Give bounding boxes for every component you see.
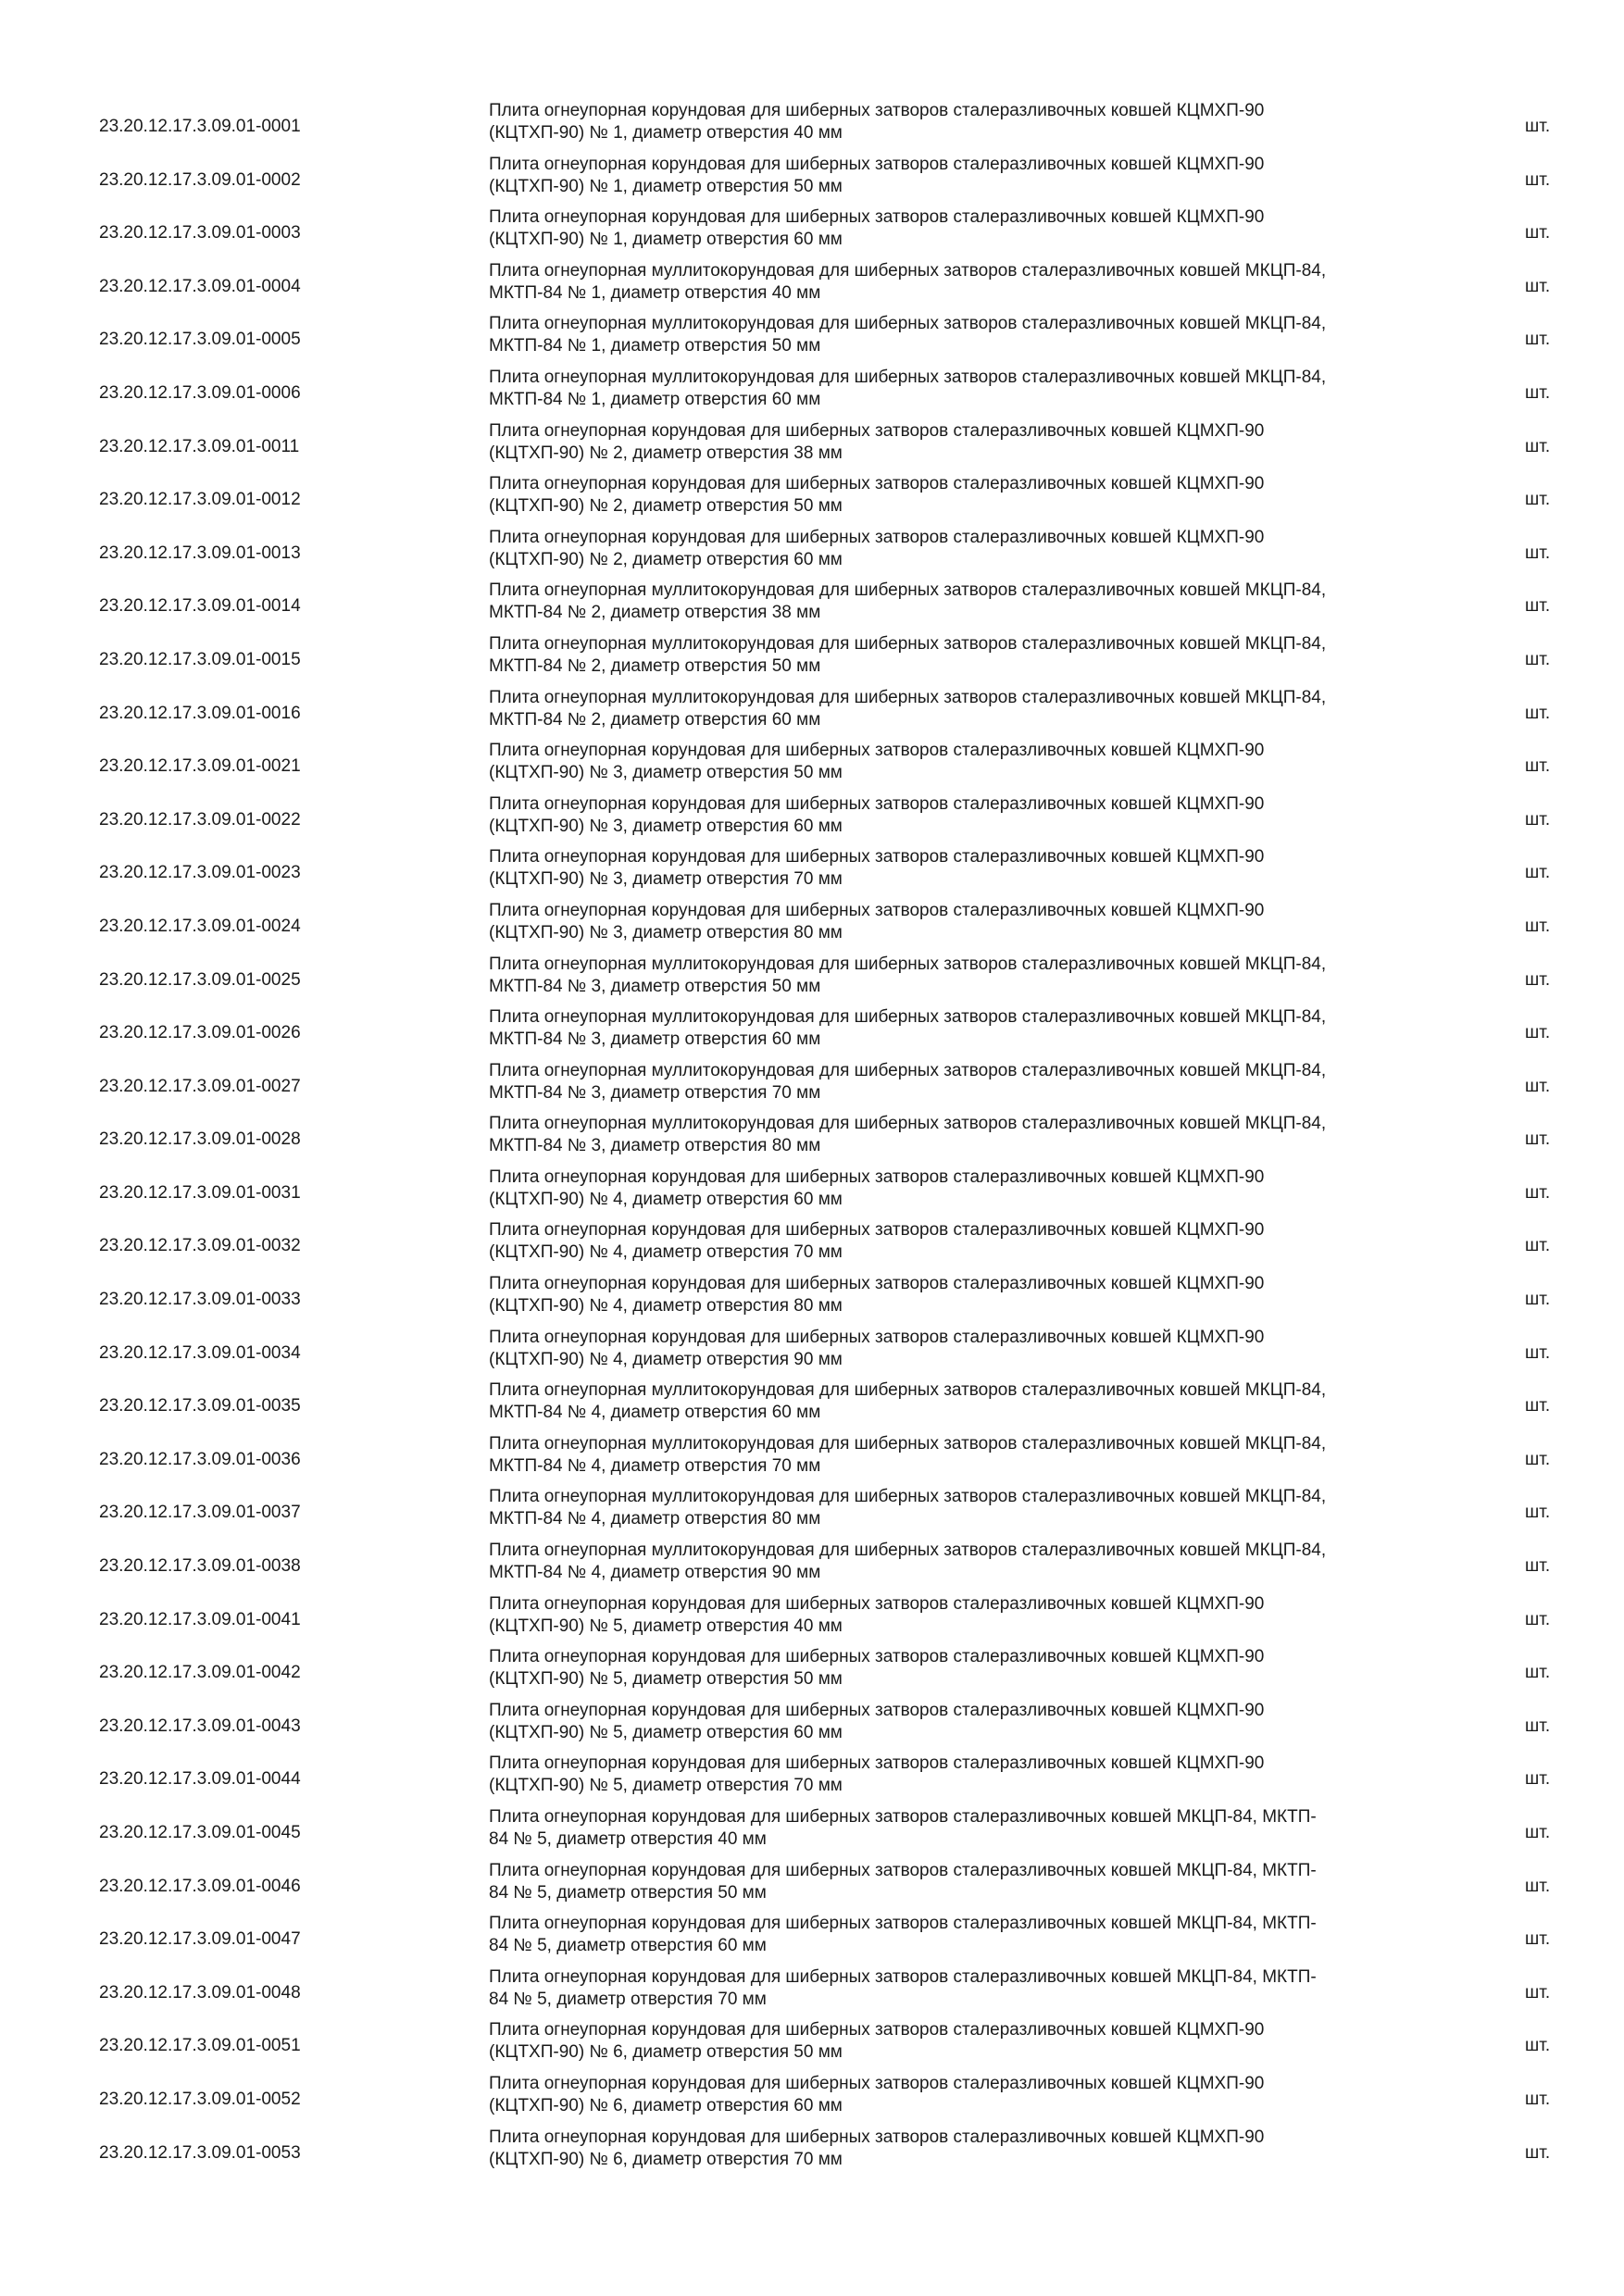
resource-description: [489, 367, 1489, 411]
resource-description: [489, 206, 1489, 251]
description-line: МКТП-84 № 2, диаметр отверстия 38 мм: [489, 603, 821, 623]
resource-description: [489, 740, 1489, 784]
description-line: (КЦТХП-90) № 1, диаметр отверстия 50 мм: [489, 176, 843, 196]
resource-code: 23.20.12.17.3.09.01-0051: [99, 2036, 301, 2056]
resource-code: 23.20.12.17.3.09.01-0044: [99, 1769, 301, 1790]
description-line: Плита огнеупорная корундовая для шиберных затворов сталеразливочных ковшей КЦМХП-90: [489, 2127, 1265, 2147]
resource-code: 23.20.12.17.3.09.01-0034: [99, 1342, 301, 1363]
resource-code: 23.20.12.17.3.09.01-0031: [99, 1182, 301, 1203]
description-line: Плита огнеупорная муллитокорундовая для шиберных затворов сталеразливочных ковшей МКЦП-84,: [489, 687, 1327, 707]
description-line: (КЦТХП-90) № 1, диаметр отверстия 60 мм: [489, 230, 843, 250]
description-line: Плита огнеупорная корундовая для шиберных затворов сталеразливочных ковшей КЦМХП-90: [489, 793, 1265, 814]
table-row: [0, 2019, 1624, 2073]
unit-of-measure: шт.: [1525, 1876, 1551, 1896]
table-row: [0, 633, 1624, 687]
table-row: [0, 1006, 1624, 1060]
resource-description: [489, 1806, 1489, 1851]
description-line: (КЦТХП-90) № 2, диаметр отверстия 38 мм: [489, 443, 843, 463]
unit-of-measure: шт.: [1525, 169, 1551, 190]
table-row: [0, 1966, 1624, 2020]
resource-code: 23.20.12.17.3.09.01-0014: [99, 596, 301, 617]
description-line: Плита огнеупорная корундовая для шиберных затворов сталеразливочных ковшей КЦМХП-90: [489, 101, 1265, 120]
unit-of-measure: шт.: [1525, 1663, 1551, 1683]
unit-of-measure: шт.: [1525, 1609, 1551, 1629]
price-table: [0, 100, 1624, 2179]
table-row: [0, 1273, 1624, 1327]
description-line: Плита огнеупорная муллитокорундовая для шиберных затворов сталеразливочных ковшей МКЦП-84,: [489, 1487, 1327, 1507]
resource-code: 23.20.12.17.3.09.01-0038: [99, 1556, 301, 1577]
resource-code: 23.20.12.17.3.09.01-0004: [99, 276, 301, 296]
unit-of-measure: шт.: [1525, 1556, 1551, 1577]
resource-code: 23.20.12.17.3.09.01-0023: [99, 863, 301, 883]
resource-description: [489, 954, 1489, 998]
resource-description: [489, 1219, 1489, 1264]
table-row: [0, 1646, 1624, 1700]
description-line: Плита огнеупорная корундовая для шиберных затворов сталеразливочных ковшей КЦМХП-90: [489, 1753, 1265, 1774]
description-line: Плита огнеупорная муллитокорундовая для шиберных затворов сталеразливочных ковшей МКЦП-84,: [489, 1114, 1327, 1134]
description-line: (КЦТХП-90) № 1, диаметр отверстия 40 мм: [489, 123, 843, 143]
description-line: Плита огнеупорная муллитокорундовая для шиберных затворов сталеразливочных ковшей МКЦП-84,: [489, 633, 1327, 654]
resource-description: [489, 1486, 1489, 1530]
description-line: Плита огнеупорная корундовая для шиберных затворов сталеразливочных ковшей КЦМХП-90: [489, 474, 1265, 494]
table-row: [0, 1113, 1624, 1167]
unit-of-measure: шт.: [1525, 1503, 1551, 1523]
table-row: [0, 954, 1624, 1007]
unit-of-measure: шт.: [1525, 276, 1551, 296]
description-line: МКТП-84 № 2, диаметр отверстия 50 мм: [489, 655, 821, 676]
resource-code: 23.20.12.17.3.09.01-0041: [99, 1609, 301, 1629]
description-line: МКТП-84 № 4, диаметр отверстия 60 мм: [489, 1403, 821, 1423]
description-line: (КЦТХП-90) № 5, диаметр отверстия 50 мм: [489, 1669, 843, 1690]
resource-code: 23.20.12.17.3.09.01-0024: [99, 916, 301, 936]
resource-description: [489, 1860, 1489, 1904]
table-row: [0, 206, 1624, 260]
description-line: Плита огнеупорная муллитокорундовая для шиберных затворов сталеразливочных ковшей МКЦП-84,: [489, 367, 1327, 387]
table-row: [0, 1700, 1624, 1753]
table-row: [0, 260, 1624, 314]
resource-description: [489, 473, 1489, 518]
table-row: [0, 687, 1624, 741]
unit-of-measure: шт.: [1525, 117, 1551, 136]
resource-description: [489, 846, 1489, 891]
resource-description: [489, 1113, 1489, 1157]
resource-code: 23.20.12.17.3.09.01-0005: [99, 330, 301, 350]
table-row: [0, 1486, 1624, 1540]
resource-description: [489, 1273, 1489, 1317]
description-line: Плита огнеупорная муллитокорундовая для шиберных затворов сталеразливочных ковшей МКЦП-84,: [489, 314, 1327, 334]
unit-of-measure: шт.: [1525, 223, 1551, 243]
description-line: (КЦТХП-90) № 3, диаметр отверстия 70 мм: [489, 869, 843, 890]
description-line: Плита огнеупорная корундовая для шиберных затворов сталеразливочных ковшей КЦМХП-90: [489, 741, 1265, 761]
resource-code: 23.20.12.17.3.09.01-0001: [99, 117, 301, 136]
description-line: Плита огнеупорная корундовая для шиберных затворов сталеразливочных ковшей МКЦП-84, МКТП-: [489, 1914, 1317, 1934]
unit-of-measure: шт.: [1525, 1769, 1551, 1790]
unit-of-measure: шт.: [1525, 1182, 1551, 1203]
resource-description: [489, 1753, 1489, 1797]
resource-code: 23.20.12.17.3.09.01-0045: [99, 1823, 301, 1842]
description-line: Плита огнеупорная корундовая для шиберных затворов сталеразливочных ковшей КЦМХП-90: [489, 1327, 1265, 1347]
resource-code: 23.20.12.17.3.09.01-0047: [99, 1929, 301, 1950]
description-line: Плита огнеупорная корундовая для шиберных затворов сталеразливочных ковшей КЦМХП-90: [489, 207, 1265, 228]
resource-description: [489, 154, 1489, 198]
resource-code: 23.20.12.17.3.09.01-0028: [99, 1129, 301, 1150]
resource-code: 23.20.12.17.3.09.01-0002: [99, 169, 301, 190]
table-row: [0, 1753, 1624, 1806]
resource-description: [489, 633, 1489, 678]
description-line: МКТП-84 № 4, диаметр отверстия 80 мм: [489, 1509, 821, 1529]
resource-description: [489, 1966, 1489, 2011]
resource-description: [489, 260, 1489, 305]
table-row: [0, 313, 1624, 367]
table-row: [0, 1913, 1624, 1966]
resource-code: 23.20.12.17.3.09.01-0046: [99, 1876, 301, 1896]
resource-description: [489, 2073, 1489, 2117]
unit-of-measure: шт.: [1525, 543, 1551, 563]
unit-of-measure: шт.: [1525, 2089, 1551, 2109]
resource-description: [489, 580, 1489, 624]
resource-description: [489, 420, 1489, 465]
resource-code: 23.20.12.17.3.09.01-0025: [99, 969, 301, 990]
description-line: Плита огнеупорная корундовая для шиберных затворов сталеразливочных ковшей КЦМХП-90: [489, 154, 1265, 174]
unit-of-measure: шт.: [1525, 382, 1551, 403]
unit-of-measure: шт.: [1525, 1449, 1551, 1469]
resource-code: 23.20.12.17.3.09.01-0027: [99, 1076, 301, 1096]
description-line: (КЦТХП-90) № 5, диаметр отверстия 70 мм: [489, 1776, 843, 1796]
table-row: [0, 580, 1624, 633]
unit-of-measure: шт.: [1525, 1823, 1551, 1842]
description-line: МКТП-84 № 3, диаметр отверстия 50 мм: [489, 976, 821, 996]
unit-of-measure: шт.: [1525, 969, 1551, 990]
unit-of-measure: шт.: [1525, 490, 1551, 510]
resource-code: 23.20.12.17.3.09.01-0035: [99, 1396, 301, 1416]
unit-of-measure: шт.: [1525, 916, 1551, 936]
resource-description: [489, 1327, 1489, 1371]
description-line: (КЦТХП-90) № 5, диаметр отверстия 60 мм: [489, 1722, 843, 1742]
description-line: Плита огнеупорная муллитокорундовая для шиберных затворов сталеразливочных ковшей МКЦП-84,: [489, 1380, 1327, 1401]
description-line: МКТП-84 № 4, диаметр отверстия 90 мм: [489, 1563, 821, 1583]
table-row: [0, 420, 1624, 474]
table-row: [0, 1327, 1624, 1380]
resource-code: 23.20.12.17.3.09.01-0037: [99, 1503, 301, 1523]
description-line: Плита огнеупорная корундовая для шиберных затворов сталеразливочных ковшей МКЦП-84, МКТП-: [489, 1860, 1317, 1880]
resource-code: 23.20.12.17.3.09.01-0048: [99, 1982, 301, 2003]
resource-description: [489, 1646, 1489, 1691]
resource-code: 23.20.12.17.3.09.01-0033: [99, 1290, 301, 1310]
table-row: [0, 1433, 1624, 1487]
description-line: (КЦТХП-90) № 4, диаметр отверстия 90 мм: [489, 1349, 843, 1369]
table-row: [0, 1167, 1624, 1220]
description-line: 84 № 5, диаметр отверстия 60 мм: [489, 1936, 767, 1956]
description-line: Плита огнеупорная корундовая для шиберных затворов сталеразливочных ковшей КЦМХП-90: [489, 1647, 1265, 1667]
unit-of-measure: шт.: [1525, 1076, 1551, 1096]
resource-description: [489, 1540, 1489, 1584]
description-line: МКТП-84 № 2, диаметр отверстия 60 мм: [489, 709, 821, 730]
description-line: Плита огнеупорная муллитокорундовая для шиберных затворов сталеразливочных ковшей МКЦП-84,: [489, 260, 1327, 281]
resource-code: 23.20.12.17.3.09.01-0003: [99, 223, 301, 243]
table-row: [0, 1379, 1624, 1433]
resource-code: 23.20.12.17.3.09.01-0022: [99, 809, 301, 830]
table-row: [0, 367, 1624, 420]
description-line: (КЦТХП-90) № 6, диаметр отверстия 50 мм: [489, 2042, 843, 2063]
table-row: [0, 2073, 1624, 2127]
table-row: [0, 527, 1624, 580]
description-line: Плита огнеупорная корундовая для шиберных затворов сталеразливочных ковшей МКЦП-84, МКТП-: [489, 1966, 1317, 1987]
table-row: [0, 1593, 1624, 1647]
resource-code: 23.20.12.17.3.09.01-0012: [99, 490, 301, 510]
resource-code: 23.20.12.17.3.09.01-0011: [99, 436, 300, 456]
table-row: [0, 1060, 1624, 1114]
unit-of-measure: шт.: [1525, 649, 1551, 669]
description-line: Плита огнеупорная корундовая для шиберных затворов сталеразливочных ковшей КЦМХП-90: [489, 527, 1265, 547]
description-line: Плита огнеупорная корундовая для шиберных затворов сталеразливочных ковшей КЦМХП-90: [489, 2020, 1265, 2040]
table-row: [0, 2127, 1624, 2180]
resource-code: 23.20.12.17.3.09.01-0043: [99, 1716, 301, 1736]
unit-of-measure: шт.: [1525, 2036, 1551, 2056]
resource-description: [489, 1593, 1489, 1638]
description-line: Плита огнеупорная корундовая для шиберных затворов сталеразливочных ковшей КЦМХП-90: [489, 1220, 1265, 1241]
table-row: [0, 1860, 1624, 1914]
description-line: (КЦТХП-90) № 4, диаметр отверстия 70 мм: [489, 1242, 843, 1263]
description-line: Плита огнеупорная корундовая для шиберных затворов сталеразливочных ковшей КЦМХП-90: [489, 847, 1265, 867]
description-line: Плита огнеупорная корундовая для шиберных затворов сталеразливочных ковшей КЦМХП-90: [489, 1274, 1265, 1294]
resource-description: [489, 2019, 1489, 2064]
resource-code: 23.20.12.17.3.09.01-0042: [99, 1663, 301, 1683]
description-line: Плита огнеупорная муллитокорундовая для шиберных затворов сталеразливочных ковшей МКЦП-84,: [489, 1060, 1327, 1080]
description-line: Плита огнеупорная муллитокорундовая для шиберных затворов сталеразливочных ковшей МКЦП-84,: [489, 954, 1327, 974]
description-line: Плита огнеупорная корундовая для шиберных затворов сталеразливочных ковшей КЦМХП-90: [489, 900, 1265, 920]
table-row: [0, 154, 1624, 207]
resource-description: [489, 1006, 1489, 1051]
description-line: Плита огнеупорная корундовая для шиберных затворов сталеразливочных ковшей КЦМХП-90: [489, 2073, 1265, 2093]
unit-of-measure: шт.: [1525, 2142, 1551, 2163]
description-line: МКТП-84 № 1, диаметр отверстия 50 мм: [489, 336, 821, 356]
resource-description: [489, 900, 1489, 944]
description-line: (КЦТХП-90) № 5, диаметр отверстия 40 мм: [489, 1616, 843, 1636]
resource-description: [489, 2127, 1489, 2171]
resource-code: 23.20.12.17.3.09.01-0021: [99, 756, 301, 777]
resource-code: 23.20.12.17.3.09.01-0013: [99, 543, 301, 563]
description-line: 84 № 5, диаметр отверстия 70 мм: [489, 1989, 767, 2009]
description-line: МКТП-84 № 1, диаметр отверстия 60 мм: [489, 389, 821, 409]
unit-of-measure: шт.: [1525, 330, 1551, 350]
description-line: (КЦТХП-90) № 3, диаметр отверстия 50 мм: [489, 763, 843, 783]
unit-of-measure: шт.: [1525, 809, 1551, 830]
description-line: Плита огнеупорная муллитокорундовая для шиберных затворов сталеразливочных ковшей МКЦП-84,: [489, 1541, 1327, 1561]
resource-code: 23.20.12.17.3.09.01-0015: [99, 649, 301, 669]
resource-description: [489, 1913, 1489, 1957]
resource-code: 23.20.12.17.3.09.01-0032: [99, 1236, 301, 1256]
description-line: Плита огнеупорная корундовая для шиберных затворов сталеразливочных ковшей КЦМХП-90: [489, 1593, 1265, 1614]
resource-description: [489, 1700, 1489, 1744]
unit-of-measure: шт.: [1525, 1236, 1551, 1256]
description-line: (КЦТХП-90) № 4, диаметр отверстия 60 мм: [489, 1189, 843, 1209]
table-row: [0, 740, 1624, 793]
description-line: МКТП-84 № 1, диаметр отверстия 40 мм: [489, 282, 821, 303]
unit-of-measure: шт.: [1525, 1129, 1551, 1150]
resource-code: 23.20.12.17.3.09.01-0036: [99, 1449, 301, 1469]
unit-of-measure: шт.: [1525, 596, 1551, 617]
unit-of-measure: шт.: [1525, 1716, 1551, 1736]
description-line: МКТП-84 № 3, диаметр отверстия 70 мм: [489, 1082, 821, 1103]
description-line: МКТП-84 № 3, диаметр отверстия 60 мм: [489, 1029, 821, 1050]
description-line: (КЦТХП-90) № 4, диаметр отверстия 80 мм: [489, 1296, 843, 1316]
resource-description: [489, 527, 1489, 571]
description-line: МКТП-84 № 3, диаметр отверстия 80 мм: [489, 1136, 821, 1156]
table-row: [0, 1540, 1624, 1593]
resource-description: [489, 1433, 1489, 1478]
unit-of-measure: шт.: [1525, 1396, 1551, 1416]
description-line: Плита огнеупорная корундовая для шиберных затворов сталеразливочных ковшей КЦМХП-90: [489, 1700, 1265, 1720]
unit-of-measure: шт.: [1525, 436, 1551, 456]
table-row: [0, 100, 1624, 154]
description-line: (КЦТХП-90) № 2, диаметр отверстия 60 мм: [489, 549, 843, 569]
description-line: Плита огнеупорная корундовая для шиберных затворов сталеразливочных ковшей МКЦП-84, МКТП-: [489, 1807, 1317, 1827]
resource-description: [489, 100, 1489, 144]
description-line: Плита огнеупорная корундовая для шиберных затворов сталеразливочных ковшей КЦМХП-90: [489, 420, 1265, 441]
unit-of-measure: шт.: [1525, 703, 1551, 723]
unit-of-measure: шт.: [1525, 863, 1551, 883]
description-line: Плита огнеупорная муллитокорундовая для шиберных затворов сталеразливочных ковшей МКЦП-84,: [489, 1433, 1327, 1454]
description-line: Плита огнеупорная корундовая для шиберных затворов сталеразливочных ковшей КЦМХП-90: [489, 1167, 1265, 1187]
resource-description: [489, 1060, 1489, 1104]
resource-code: 23.20.12.17.3.09.01-0053: [99, 2142, 301, 2163]
description-line: (КЦТХП-90) № 3, диаметр отверстия 60 мм: [489, 816, 843, 836]
resource-description: [489, 687, 1489, 731]
description-line: Плита огнеупорная муллитокорундовая для шиберных затворов сталеразливочных ковшей МКЦП-84,: [489, 580, 1327, 601]
resource-code: 23.20.12.17.3.09.01-0006: [99, 382, 301, 403]
description-line: (КЦТХП-90) № 3, диаметр отверстия 80 мм: [489, 922, 843, 942]
resource-code: 23.20.12.17.3.09.01-0026: [99, 1023, 301, 1043]
table-row: [0, 1219, 1624, 1273]
table-row: [0, 1806, 1624, 1860]
resource-code: 23.20.12.17.3.09.01-0052: [99, 2089, 301, 2109]
resource-description: [489, 793, 1489, 838]
unit-of-measure: шт.: [1525, 1342, 1551, 1363]
description-line: 84 № 5, диаметр отверстия 50 мм: [489, 1882, 767, 1903]
resource-description: [489, 1167, 1489, 1211]
table-row: [0, 900, 1624, 954]
description-line: МКТП-84 № 4, диаметр отверстия 70 мм: [489, 1455, 821, 1476]
unit-of-measure: шт.: [1525, 756, 1551, 777]
description-line: (КЦТХП-90) № 2, диаметр отверстия 50 мм: [489, 496, 843, 517]
unit-of-measure: шт.: [1525, 1929, 1551, 1950]
unit-of-measure: шт.: [1525, 1982, 1551, 2003]
unit-of-measure: шт.: [1525, 1023, 1551, 1043]
description-line: 84 № 5, диаметр отверстия 40 мм: [489, 1829, 767, 1849]
unit-of-measure: шт.: [1525, 1290, 1551, 1310]
table-row: [0, 473, 1624, 527]
description-line: (КЦТХП-90) № 6, диаметр отверстия 70 мм: [489, 2149, 843, 2169]
resource-code: 23.20.12.17.3.09.01-0016: [99, 703, 301, 723]
resource-description: [489, 1379, 1489, 1424]
description-line: (КЦТХП-90) № 6, диаметр отверстия 60 мм: [489, 2095, 843, 2115]
table-row: [0, 793, 1624, 847]
table-row: [0, 846, 1624, 900]
description-line: Плита огнеупорная муллитокорундовая для шиберных затворов сталеразливочных ковшей МКЦП-84,: [489, 1007, 1327, 1028]
resource-description: [489, 313, 1489, 357]
